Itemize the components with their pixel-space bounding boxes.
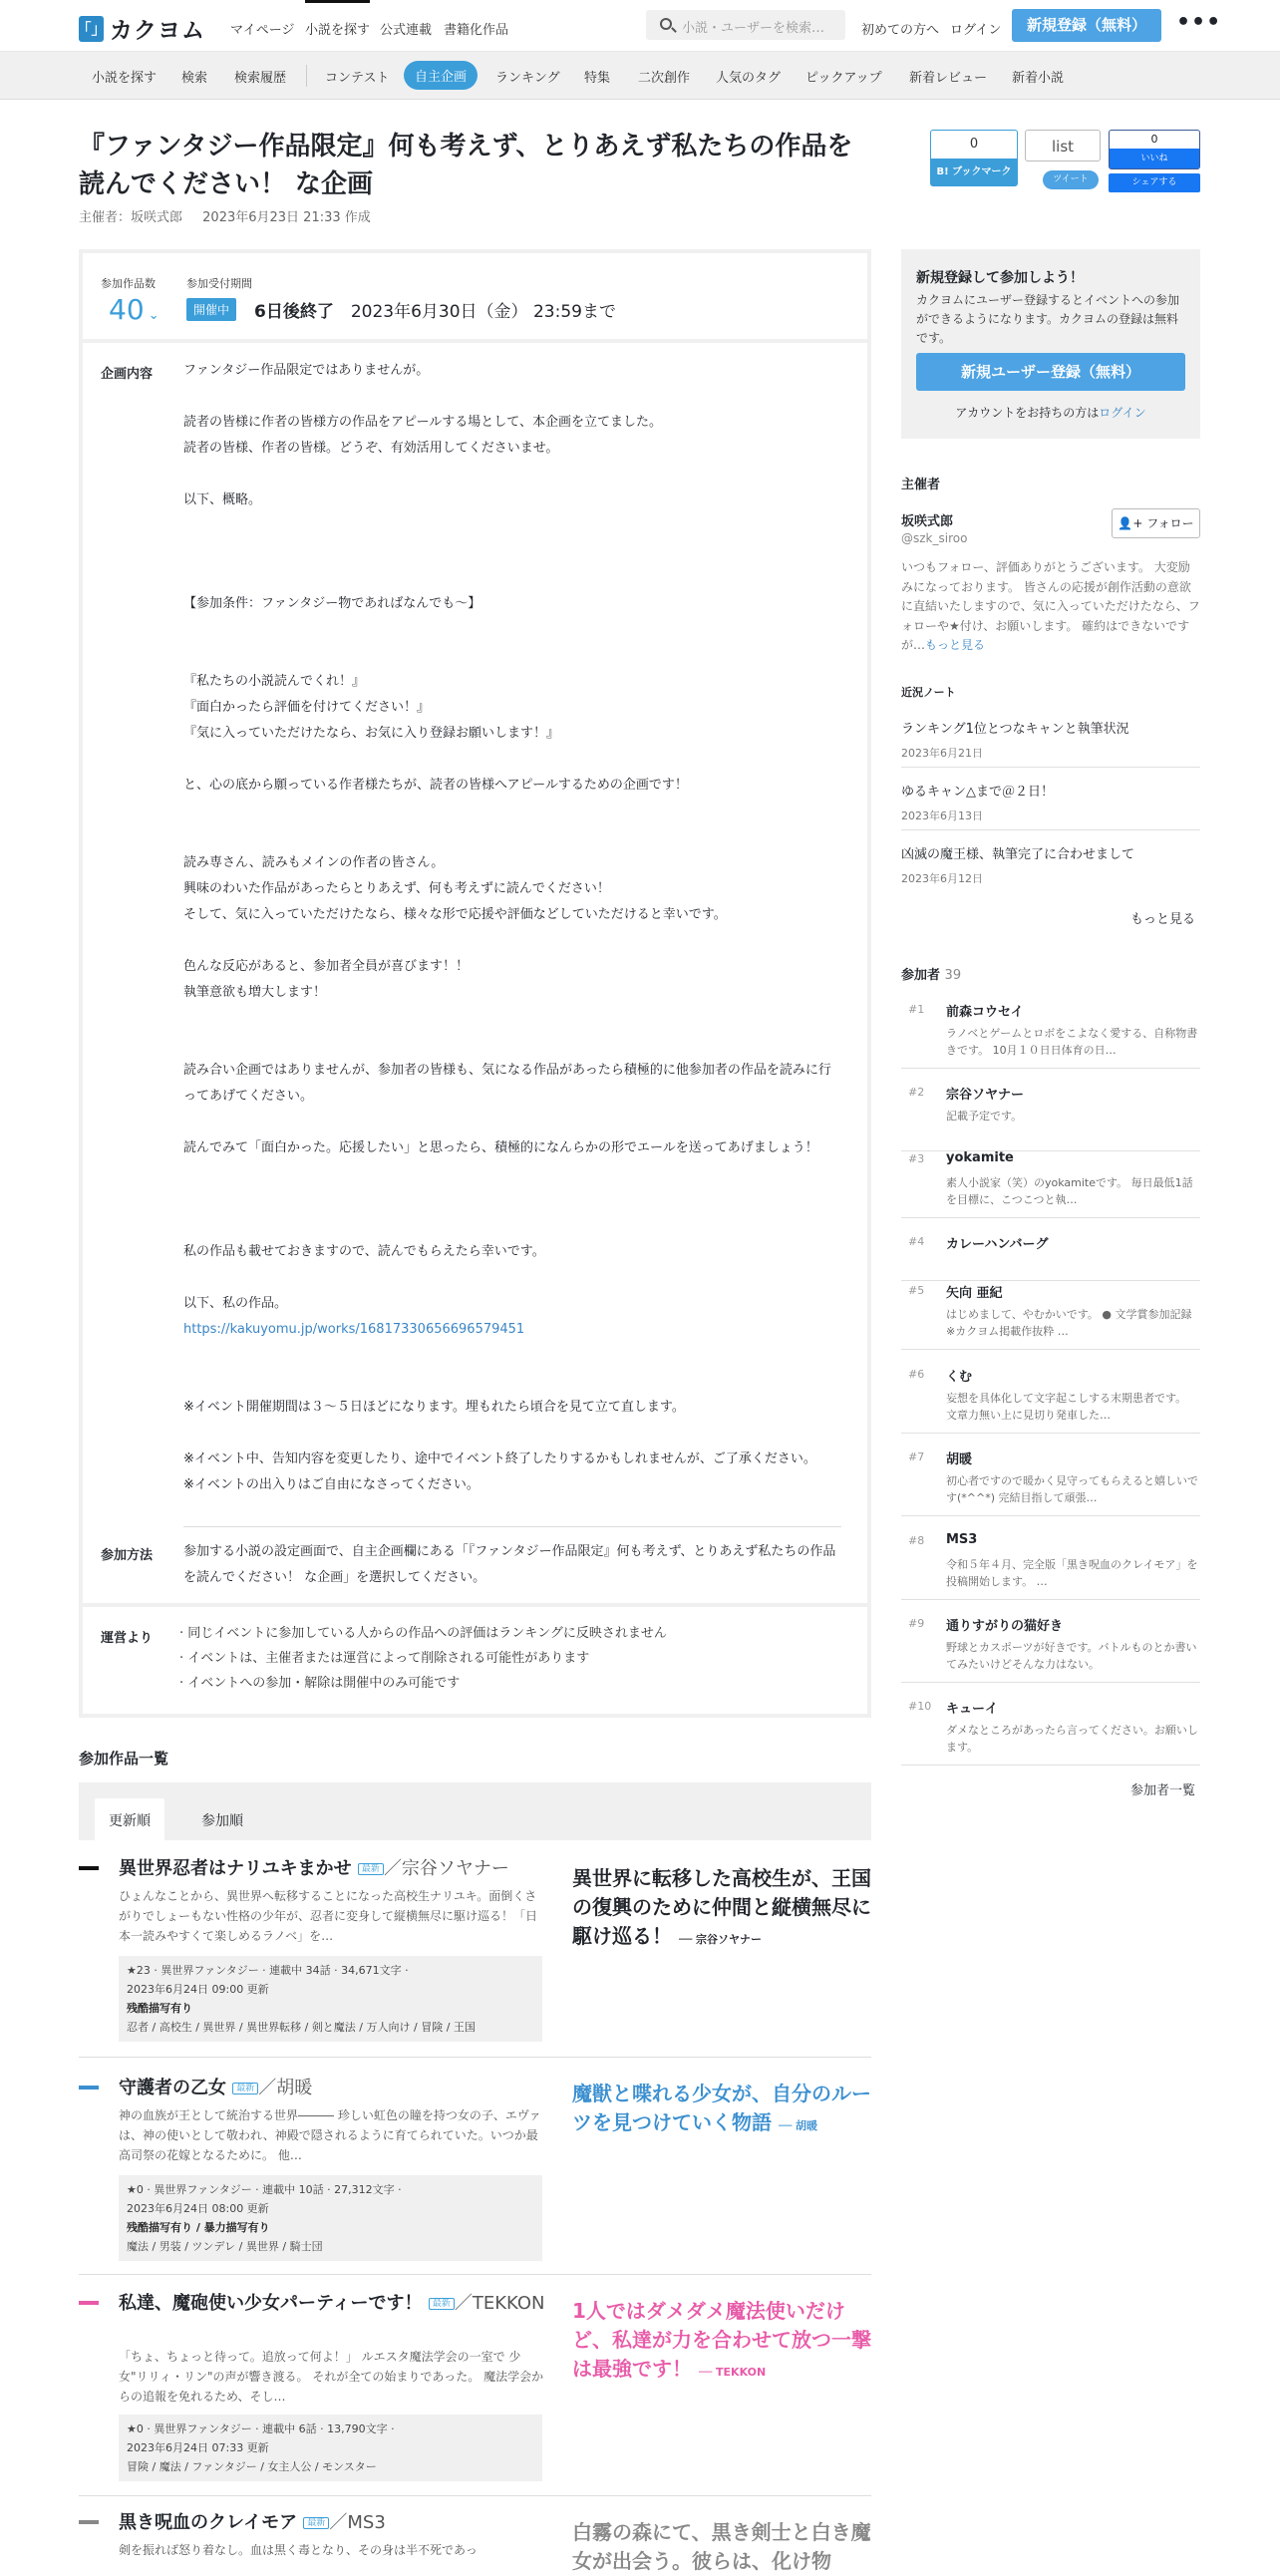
member-name: 前森コウセイ [946, 1005, 1024, 1020]
member-rank: #5 [908, 1284, 925, 1297]
member-rank: #1 [908, 1003, 925, 1016]
divider [83, 1603, 867, 1607]
members-count: 39 [944, 968, 962, 983]
subnav-feature[interactable]: 特集 [584, 71, 611, 86]
member-rank: #10 [908, 1700, 932, 1713]
works-section-title: 参加作品一覧 [79, 1750, 169, 1768]
created-date: 2023年6月23日 21:33 作成 [202, 210, 371, 225]
follow-label: フォロー [1146, 516, 1194, 530]
work-tags[interactable]: 冒険 / 魔法 / ファンタジー / 女主人公 / モンスター [127, 2460, 377, 2473]
work-title-text: 守護者の乙女 [119, 2078, 226, 2098]
work-stats: ★0 · 異世界ファンタジー · 連載中 6話 · 13,790文字 · [127, 2422, 395, 2435]
work-author[interactable]: ／TEKKON [454, 2293, 545, 2314]
sidebar-login-link[interactable]: ログイン [1099, 406, 1146, 420]
divider [183, 1526, 841, 1527]
member-desc: 野球とカスポーツが好きです。バトルものとか書いてみたいけどそんな力はない。 [946, 1641, 1197, 1671]
organizer-title: 主催者 [901, 478, 941, 492]
work-tags[interactable]: 魔法 / 男装 / ツンデレ / 異世界 / 騎士団 [127, 2240, 323, 2253]
organizer-bio [901, 558, 1200, 656]
content-label: 企画内容 [101, 367, 154, 382]
method-label: 参加方法 [101, 1548, 154, 1563]
subnav-new-novels[interactable]: 新着小説 [1012, 71, 1065, 86]
member-name: 通りすがりの猫好き [946, 1619, 1064, 1634]
tab-updated[interactable]: 更新順 [95, 1798, 164, 1840]
new-badge: 最新 [303, 2517, 329, 2529]
event-card [79, 249, 871, 1718]
rules-label: 運営より [101, 1631, 154, 1646]
subnav-derivative[interactable]: 二次創作 [638, 71, 691, 86]
works-tabs [79, 1782, 871, 1840]
work-title-text: 黒き呪血のクレイモア [119, 2512, 298, 2533]
work-info [119, 1956, 542, 2042]
catch-text: 魔獣と喋れる少女が、自分のルーツを見つけていく物語 [572, 2082, 871, 2134]
subnav-self-project[interactable]: 自主企画 [404, 61, 478, 90]
subnav-divider [306, 65, 307, 87]
organizer-line[interactable]: 主催者：坂咲式郎 [79, 210, 183, 225]
bookmark-label: B! ブックマーク [931, 159, 1017, 185]
work-updated: 2023年6月24日 07:33 更新 [127, 2441, 269, 2454]
member-desc: はじめまして、やむかいです。 ● 文学賞参加記録 ※カクヨム掲載作抜粋 … [946, 1308, 1203, 1338]
member-rank: #7 [908, 1450, 925, 1463]
member-name: 矢向 亜紀 [946, 1286, 1003, 1301]
list-button[interactable]: list [1025, 130, 1101, 161]
catch-author: ── 宗谷ソヤナー [678, 1933, 763, 1946]
page-title: 『ファンタジー作品限定』何も考えず、とりあえず私たちの作品を読んでください！ な企画 [79, 132, 853, 199]
subnav-find[interactable]: 小説を探す [92, 71, 158, 86]
catch-author: ── TEKKON [698, 2366, 767, 2379]
work-catchphrase [572, 2080, 871, 2140]
sidebar-register-button[interactable]: 新規ユーザー登録（無料） [916, 353, 1185, 391]
follow-button[interactable] [1112, 508, 1200, 538]
work-updated: 2023年6月24日 09:00 更新 [127, 1983, 269, 1996]
period-text [254, 297, 616, 322]
search-placeholder: 小説・ユーザーを検索… [682, 21, 825, 36]
member-desc: 記載予定です。 [946, 1110, 1023, 1123]
work-title[interactable] [119, 2510, 547, 2536]
member-item[interactable] [901, 1613, 1200, 1683]
member-item[interactable] [901, 1280, 1203, 1350]
hatena-bookmark-button[interactable] [930, 130, 1018, 186]
note-title: 凶滅の魔王様、執筆完了に合わせまして [901, 847, 1135, 862]
work-stats: ★23 · 異世界ファンタジー · 連載中 34話 · 34,671文字 · [127, 1964, 409, 1977]
member-name: キューイ [946, 1702, 999, 1717]
work-title-text: 異世界忍者はナリユキまかせ [119, 1858, 352, 1879]
work-item[interactable] [79, 2291, 871, 2496]
more-menu-icon[interactable]: ••• [1176, 10, 1222, 35]
chevron-down-icon: ⌄ [144, 308, 160, 323]
nav-find-novels[interactable]: 小説を探す [305, 0, 370, 52]
member-name: yokamite [946, 1150, 1014, 1165]
global-header [0, 0, 1280, 52]
tweet-button[interactable]: ツイート [1043, 170, 1099, 189]
members-title [901, 964, 961, 983]
member-item[interactable] [901, 999, 1200, 1069]
rule-item: · イベントは、主催者または運営によって削除される可能性があります [179, 1651, 590, 1666]
method-text: 参加する小説の設定画面で、自主企画欄にある「『ファンタジー作品限定』何も考えず、とりあえず私たちの作品を読んでください！ な企画」を選択してください。 [183, 1544, 836, 1585]
member-name: 胡暖 [946, 1452, 973, 1467]
subnav-pickup[interactable]: ピックアップ [805, 71, 882, 86]
work-color-bar [79, 2520, 99, 2524]
work-title[interactable] [119, 1856, 547, 1882]
new-badge: 最新 [232, 2083, 258, 2094]
login-prompt [901, 404, 1200, 421]
work-color-bar [79, 2301, 99, 2305]
note-title: ランキング1位とつなキャンと執筆状況 [901, 722, 1129, 737]
like-label: いいね [1110, 149, 1199, 168]
subnav-ranking[interactable]: ランキング [495, 71, 560, 86]
bookmark-count: 0 [969, 137, 979, 152]
first-time-link[interactable]: 初めての方へ [861, 23, 940, 38]
tab-joined[interactable]: 参加順 [201, 1813, 243, 1829]
rules-list [179, 1621, 667, 1696]
work-author[interactable]: ／宗谷ソヤナー [383, 1858, 509, 1879]
member-desc: ダメなところがあったら言ってください。お願いします。 [946, 1724, 1198, 1754]
count-label: 参加作品数 [101, 277, 156, 290]
organizer-id: @szk_siroo [901, 531, 968, 545]
member-item[interactable] [901, 1696, 1200, 1766]
add-user-icon: 👤+ [1118, 516, 1143, 530]
search-input[interactable] [646, 10, 845, 40]
description-notes: ※イベント開催期間は３〜５日ほどになります。埋もれたら頃合を見て立て直します。 ※イベント中、告知内容を変更したり、途中でイベント終了したりするかもしれませんが、ご了承ください。 ※イベントの出入りはご自由になさってください。 [183, 1400, 816, 1492]
member-desc: 妄想を具体化して文字起こしする末期患者です。 文章力無い上に見切り発車した… [946, 1392, 1187, 1422]
rule-item: · イベントへの参加・解除は開催中のみ可能です [179, 1676, 461, 1691]
work-description: 神の血族が王として統治する世界――― 珍しい虹色の瞳を持つ女の子、エヴァは、神の使いとして敬われ、神殿で隠されるように育てられていた。いつか最高司祭の花嫁となるために。 他… [119, 2108, 541, 2162]
bio-more-link[interactable]: もっと見る [925, 638, 986, 652]
work-catchphrase [572, 1864, 871, 1954]
promo-desc: カクヨムにユーザー登録するとイベントへの参加ができるようになります。カクヨムの登録は無料です。 [916, 293, 1180, 345]
note-item[interactable] [901, 718, 1200, 768]
note-date: 2023年6月13日 [901, 809, 983, 822]
promo-title: 新規登録して参加しよう！ [916, 270, 1084, 286]
members-list-link[interactable]: 参加者一覧 [1130, 1783, 1196, 1798]
logo-mark: 「」 [79, 16, 104, 42]
work-catchphrase: 白霧の森にて、黒き剣士と白き魔女が出会う。彼らは、化け物 [572, 2520, 871, 2573]
catch-text: 1人ではダメダメ魔法使いだけど、私達が力を合わせて放つ一撃は最強です！ [572, 2299, 871, 2381]
organizer-name[interactable]: 坂咲式郎 [901, 514, 954, 529]
divider [83, 339, 867, 343]
new-badge: 最新 [358, 1863, 384, 1875]
member-name: 宗谷ソヤナー [946, 1088, 1025, 1103]
work-stats: ★0 · 異世界ファンタジー · 連載中 10話 · 27,312文字 · [127, 2183, 402, 2196]
catch-author: ── 胡暖 [778, 2119, 818, 2132]
note-date: 2023年6月21日 [901, 747, 983, 760]
site-logo[interactable] [76, 12, 205, 45]
member-rank: #3 [908, 1152, 925, 1165]
member-desc: ラノベとゲームとロボをこよなく愛する、自称物書きです。 10月１０日日体育の日… [946, 1027, 1198, 1057]
note-date: 2023年6月12日 [901, 872, 983, 885]
member-rank: #4 [908, 1235, 925, 1248]
member-name: カレーハンバーグ [946, 1237, 1049, 1252]
register-button[interactable]: 新規登録（無料） [1012, 9, 1161, 42]
notes-title: 近況ノート [901, 686, 956, 699]
deadline: 2023年6月30日（金） 23:59まで [350, 302, 616, 322]
subnav-history[interactable]: 検索履歴 [234, 71, 287, 86]
work-description: 「ちょ、ちょっと待って。追放って何よ！」 ルエスタ魔法学会の一室で 少女"リリィ・リン"の声が響き渡る。 それが全ての始まりであった。 魔法学会からの追報を免れるため、そし… [119, 2350, 544, 2404]
work-author[interactable]: ／胡暖 [258, 2078, 313, 2098]
work-link[interactable]: https://kakuyomu.jp/works/16817330656696579451 [183, 1322, 525, 1337]
register-promo [901, 249, 1200, 439]
event-description [183, 358, 841, 1498]
member-name: MS3 [946, 1532, 978, 1547]
note-title: ゆるキャン△まで＠２日！ [901, 785, 1054, 800]
member-rank: #9 [908, 1617, 925, 1630]
member-item[interactable] [901, 1148, 1200, 1218]
member-name: くむ [946, 1370, 973, 1385]
work-author[interactable]: ／MS3 [329, 2512, 386, 2533]
member-item[interactable] [901, 1530, 1200, 1600]
work-description: 剣を振れば怒り着なし。血は黒く毒となり、その身は半不死であっ [119, 2543, 478, 2557]
work-color-bar [79, 2086, 99, 2090]
page-meta [79, 206, 371, 225]
member-desc: 令和５年４月、完全版「黒き呪血のクレイモア」を投稿開始します。 … [946, 1558, 1198, 1588]
subnav-contest[interactable]: コンテスト [325, 71, 390, 86]
period-label: 参加受付期間 [186, 277, 252, 290]
work-title-text: 私達、魔砲使い少女パーティーです！ [119, 2293, 423, 2314]
login-prompt-text: アカウントをお持ちの方は [955, 406, 1100, 420]
status-badge: 開催中 [186, 298, 236, 321]
work-title[interactable] [119, 2291, 547, 2317]
like-button[interactable] [1109, 130, 1200, 169]
bio-text: いつもフォロー、評価ありがとうございます。 大変励みになっております。 皆さんの応援が創作活動の意欲に直結いたしますので、気に入っていただけたなら、フォローや★付け、お願いします。 確約はできないですが… [901, 560, 1200, 652]
member-item[interactable] [901, 1231, 1200, 1281]
logo-text: カクヨム [110, 18, 205, 44]
nav-official-serial[interactable]: 公式連載 [380, 23, 433, 38]
work-item[interactable] [79, 2510, 871, 2573]
sub-navigation [0, 52, 1280, 100]
rule-item: · 同じイベントに参加している人からの作品への評価はランキングに反映されません [179, 1626, 667, 1641]
notes-more-link[interactable]: もっと見る [1130, 912, 1196, 927]
work-item[interactable] [79, 1856, 871, 2058]
login-link[interactable]: ログイン [950, 23, 1002, 38]
work-title[interactable] [119, 2076, 547, 2101]
description-text: ファンタジー作品限定ではありませんが。 読者の皆様に作者の皆様方の作品をアピールする場として、本企画を立てました。 読者の皆様、作者の皆様。どうぞ、有効活用してくださいませ。 以下、概略。 【参加条件：ファンタジー物であればなんでも〜】 『私たちの小説読んでくれ！』 『面白かったら評価を付けてください！』 『気に入っていただけたなら、お気に入り登録お願いします！』 と、心の底から願っている作者様たちが、読者の皆様へアピールするための企画です！ 読み専さん、読みもメインの作者の皆さん。 興味のわいた作品があったらとりあえず、何も考えずに読んでください！ そして、気に入っていただけたなら、様々な形で応援や評価などしていただけると幸いです。 色んな反応があると、参加者全員が喜びます！！ 執筆意欲も増大します！ 読み合い企画ではありませんが、参加者の皆様も、気になる作品があったら積極的に他参加者の作品を読みに行ってあげてください。 読んでみて「面白かった。応援したい」と思ったら、積極的になんらかの形でエールを送ってあげましょう！ 私の作品も載せておきますので、読んでもらえたら幸いです。 以下、私の作品。 [183, 363, 831, 1311]
catch-text: 異世界に転移した高校生が、王国の復興のために仲間と縦横無尽に駆け巡る！ [572, 1866, 871, 1948]
work-item[interactable] [79, 2076, 871, 2275]
new-badge: 最新 [429, 2298, 455, 2310]
member-item[interactable] [901, 1364, 1200, 1434]
work-info [119, 2415, 542, 2481]
subnav-search[interactable]: 検索 [181, 71, 208, 86]
member-item[interactable] [901, 1447, 1200, 1516]
work-description: ひょんなことから、異世界へ転移することになった高校生ナリユキ。面倒くさがりでしょーもない性格の少年が、忍者に変身して縦横無尽に駆け巡る！「日本一読みやすくて楽しめるラノベ」を… [119, 1889, 538, 1943]
work-info [119, 2175, 542, 2261]
remaining-days: 6日後終了 [254, 302, 334, 322]
like-count: 0 [1150, 133, 1158, 146]
member-rank: #8 [908, 1534, 925, 1547]
members-title-text: 参加者 [901, 968, 941, 983]
member-rank: #2 [908, 1086, 925, 1099]
share-button[interactable]: シェアする [1109, 173, 1200, 192]
note-item[interactable] [901, 781, 1200, 830]
member-item[interactable] [901, 1082, 1200, 1151]
member-rank: #6 [908, 1368, 925, 1381]
nav-books[interactable]: 書籍化作品 [444, 23, 509, 38]
note-item[interactable] [901, 843, 1200, 893]
member-desc: 初心者ですので暖かく見守ってもらえると嬉しいです(*^^*) 完結目指して頑張… [946, 1474, 1198, 1504]
work-tags[interactable]: 忍者 / 高校生 / 異世界 / 異世界転移 / 剣と魔法 / 万人向け / 冒険 / 王国 [127, 2021, 476, 2034]
work-catchphrase [572, 2297, 871, 2387]
work-warnings: 残酷描写有り / 暴力描写有り [127, 2221, 270, 2234]
subnav-new-reviews[interactable]: 新着レビュー [909, 71, 988, 86]
member-desc: 素人小説家（笑）のyokamiteです。 毎日最低1話を目標に、こつこつと執… [946, 1176, 1193, 1206]
work-warnings: 残酷描写有り [127, 2002, 192, 2015]
entry-count-value: 40 [109, 293, 145, 326]
nav-mypage[interactable]: マイページ [230, 23, 295, 38]
search-icon [660, 18, 672, 30]
subnav-popular-tags[interactable]: 人気のタグ [716, 71, 782, 86]
work-updated: 2023年6月24日 08:00 更新 [127, 2202, 269, 2215]
work-color-bar [79, 1866, 99, 1870]
entry-count[interactable] [109, 293, 160, 326]
